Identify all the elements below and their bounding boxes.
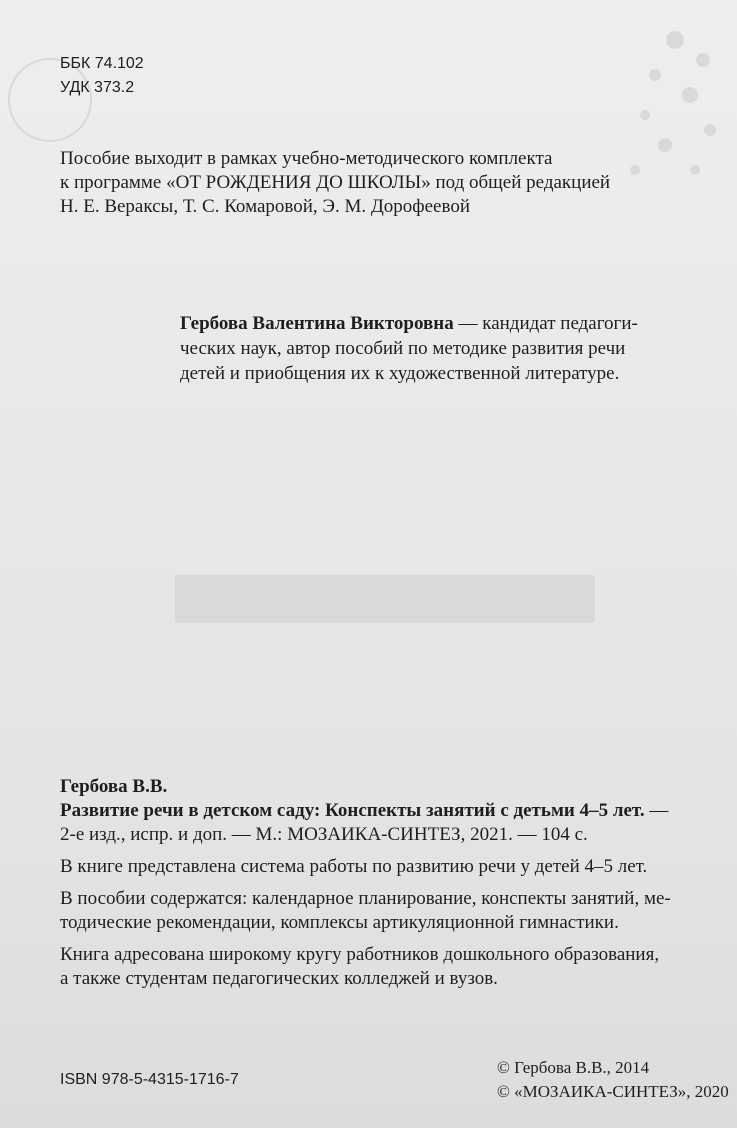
series-note-line: Пособие выходит в рамках учебно-методического комплекта bbox=[60, 148, 553, 169]
series-note bbox=[60, 147, 610, 219]
bib-annotation-line: а также студентам педагогических колледжей и вузов. bbox=[60, 968, 498, 989]
copyright-line: © Гербова В.В., 2014 bbox=[497, 1058, 650, 1077]
author-bio-line: детей и приобщения их к художественной литературе. bbox=[180, 363, 620, 384]
udk-code: УДК 373.2 bbox=[60, 79, 135, 96]
author-bio-first-line bbox=[180, 311, 710, 336]
bib-annotation-line: тодические рекомендации, комплексы артикуляционной гимнастики. bbox=[60, 912, 619, 933]
bbk-code: ББК 74.102 bbox=[60, 55, 144, 72]
series-note-line: к программе «ОТ РОЖДЕНИЯ ДО ШКОЛЫ» под общей редакцией bbox=[60, 172, 611, 193]
bib-annotation-line: В пособии содержатся: календарное планирование, конспекты занятий, ме- bbox=[60, 888, 671, 909]
bib-title-dash: — bbox=[644, 800, 669, 821]
author-name: Гербова Валентина Викторовна bbox=[180, 313, 454, 334]
show-through-band bbox=[175, 575, 595, 623]
series-note-line: Н. Е. Вераксы, Т. С. Комаровой, Э. М. Дорофеевой bbox=[60, 196, 470, 217]
author-bio bbox=[180, 311, 710, 386]
bib-annotation-2 bbox=[60, 887, 720, 935]
copyright-block bbox=[497, 1056, 729, 1104]
copyright-line: © «МОЗАИКА-СИНТЕЗ», 2020 bbox=[497, 1082, 729, 1101]
bibliographic-record bbox=[60, 775, 720, 991]
isbn: ISBN 978-5-4315-1716-7 bbox=[60, 1071, 239, 1088]
bib-author: Гербова В.В. bbox=[60, 776, 168, 797]
classification-codes bbox=[60, 52, 144, 100]
bib-title: Развитие речи в детском саду: Конспекты занятий с детьми 4–5 лет. bbox=[60, 800, 645, 821]
author-bio-line: ческих наук, автор пособий по методике развития речи bbox=[180, 338, 626, 359]
show-through-dots bbox=[615, 20, 735, 220]
bib-annotation-1: В книге представлена система работы по развитию речи у детей 4–5 лет. bbox=[60, 856, 648, 877]
bib-title-line bbox=[60, 799, 720, 823]
bib-annotation-3 bbox=[60, 943, 720, 991]
bib-edition: 2-е изд., испр. и доп. — М.: МОЗАИКА-СИНТЕЗ, 2021. — 104 с. bbox=[60, 824, 588, 845]
author-bio-text: — кандидат педагоги- bbox=[453, 313, 638, 334]
bib-annotation-line: Книга адресована широкому кругу работников дошкольного образования, bbox=[60, 944, 660, 965]
